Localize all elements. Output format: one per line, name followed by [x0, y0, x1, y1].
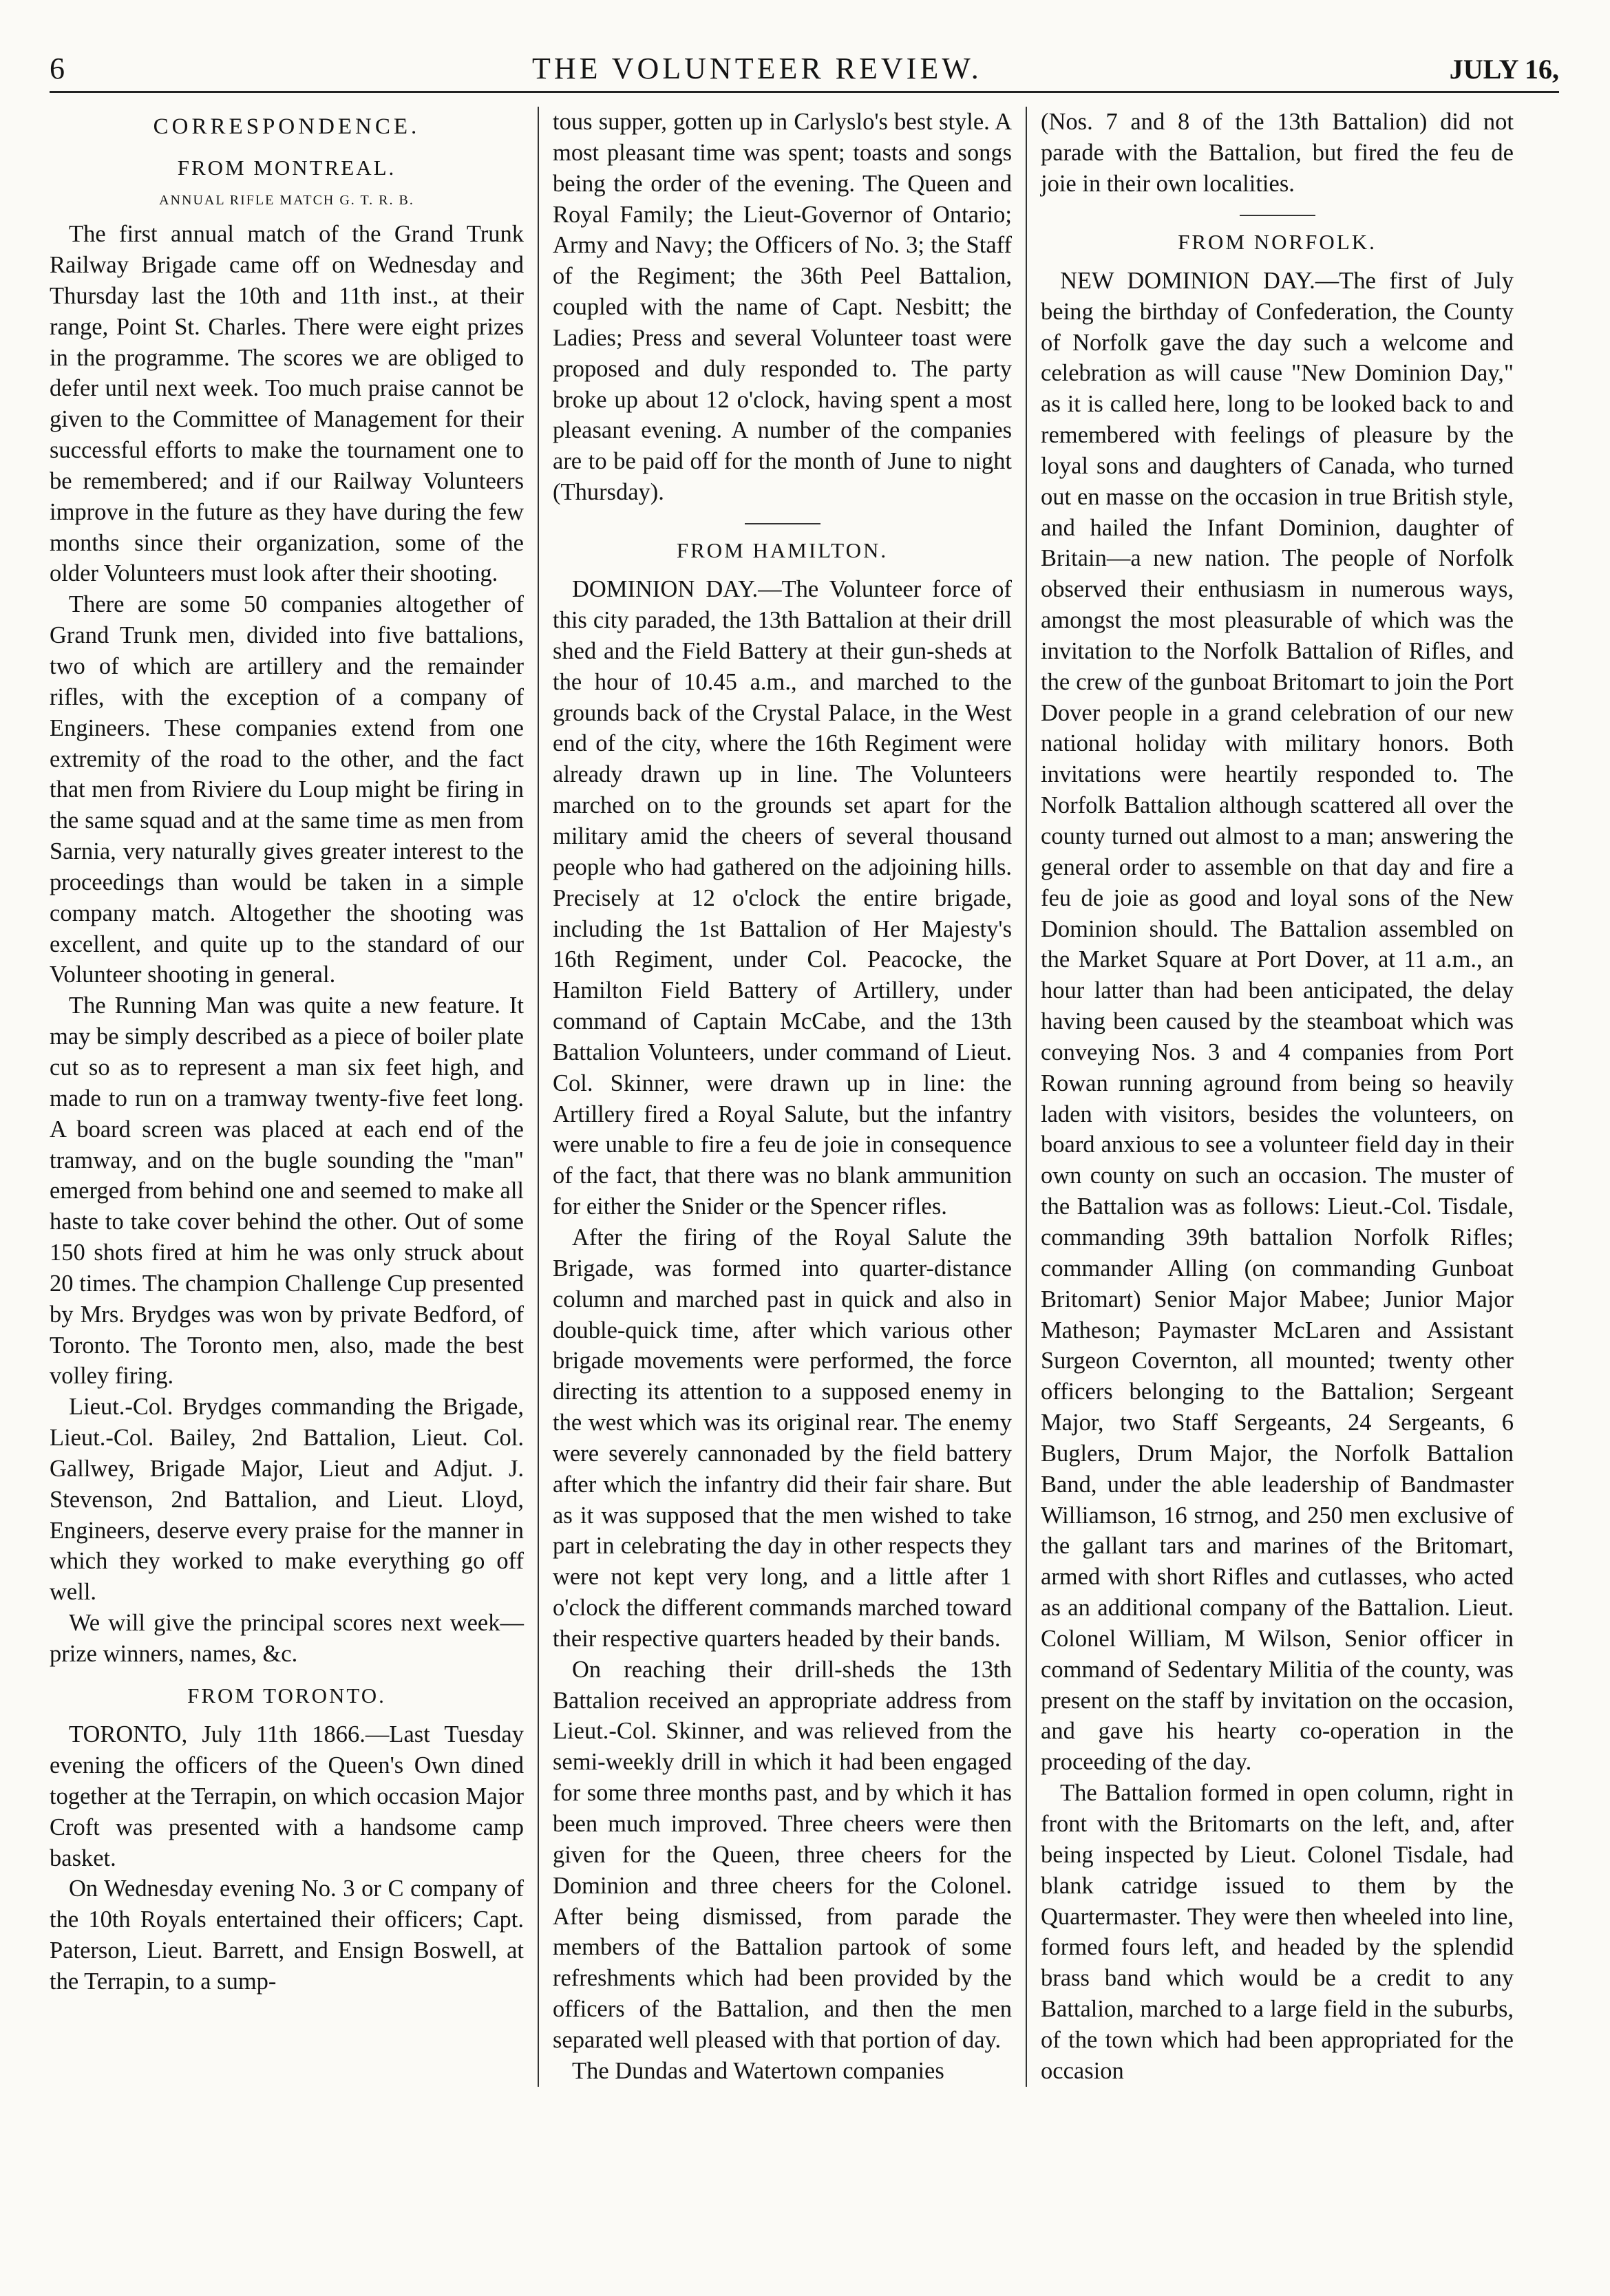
- paragraph: The Battalion formed in open column, right in front with the Britomarts on the left, and, after being inspected by Lieut. Colonel Tisdale, had blank catridge issued to them by the Quartermaster. They were then wheeled into line, formed fours left, and headed by the splendid brass band which would be a credit to any Battalion, marched to a large field in the suburbs, of the town which had been appropriated for the occasion: [1041, 1780, 1514, 2084]
- paragraph: We will give the principal scores next week—prize winners, names, &c.: [50, 1610, 524, 1667]
- column-3: [1026, 107, 1514, 2087]
- paragraph: (Nos. 7 and 8 of the 13th Battalion) did not parade with the Battalion, but fired the feu de joie in their own localities.: [1041, 109, 1514, 197]
- paragraph: NEW DOMINION DAY.—The first of July being the birthday of Confederation, the County of Norfolk gave the day such a welcome and celebration as will cause "New Dominion Day," as it is called here, long to be looked back to and remembered with feelings of pleasure by the loyal sons and daughters of Canada, who turned out en masse on the occasion in true British style, and hailed the Infant Dominion, daughter of Britain—a new nation. The people of Norfolk observed their enthusiasm in numerous ways, amongst the most pleasurable of which was the invitation to the Norfolk Battalion of Rifles, and the crew of the gunboat Britomart to join the Port Dover people in a grand celebration of our new national holiday with military honors. Both invitations were heartily responded to. The Norfolk Battalion although scattered all over the county turned out almost to a man; answering the general order to assemble on that day and fire a feu de joie as good and loyal sons of the New Dominion should. The Battalion assembled on the Market Square at Port Dover, at 11 a.m., an hour latter than had been anticipated, the delay having been caused by the steamboat which was conveying Nos. 3 and 4 companies from Port Rowan running aground from being so heavily laden with visitors, besides the volunteers, on board anxious to see a volunteer field day in their own county on such an occasion. The muster of the Battalion was as follows: Lieut.-Col. Tisdale, commanding 39th battalion Norfolk Rifles; commander Alling (on commanding Gunboat Britomart) Senior Major Mabee; Junior Major Matheson; Paymaster McLaren and Assistant Surgeon Covernton, all mounted; twenty other officers belonging to the Battalion; Sergeant Major, two Staff Sergeants, 24 Sergeants, 6 Buglers, Drum Major, the Norfolk Battalion Band, under the able leadership of Bandmaster Williamson, 16 strnog, and 250 men exclusive of the gallant tars and marines of the Britomart, armed with short Rifles and cutlasses, who acted as an additional company of the Battalion. Lieut. Colonel William, M Wilson, Senior officer in command of Sedentary Militia of the county, was present on the staff by invitation on the occasion, and gave his hearty co-operation in the proceeding of the day.: [1041, 267, 1514, 1776]
- section-divider: [1240, 215, 1315, 216]
- header-rule: [50, 91, 1559, 93]
- paragraph: On reaching their drill-sheds the 13th Battalion received an appropriate address from Lieut.-Col. Skinner, and was relieved from the semi-weekly drill in which it had been engaged for some three months past, and by which it has been much improved. Three cheers were then given for the Queen, three cheers for the Dominion and three cheers for the Colonel. After being dismissed, from parade the members of the Battalion partook of some refreshments which had been provided by the officers of the Battalion, and then the men separated well pleased with that portion of day.: [553, 1656, 1012, 2053]
- section-divider: [745, 523, 820, 524]
- subheading-toronto: FROM TORONTO.: [187, 1683, 386, 1708]
- paragraph: The Running Man was quite a new feature. It may be simply described as a piece of boiler plate cut so as to represent a man six feet high, and made to run on a tramway twenty-five feet long. A board screen was placed at each end of the tramway, and on the bugle sounding the "man" emerged from behind one and seemed to make all haste to take cover behind the other. Out of some 150 shots fired at him he was only struck about 20 times. The champion Challenge Cup presented by Mrs. Brydges was won by private Bedford, of Toronto. The Toronto men, also, made the best volley firing.: [50, 992, 524, 1390]
- column-1: [50, 107, 538, 2087]
- paragraph: TORONTO, July 11th 1866.—Last Tuesday evening the officers of the Queen's Own dined together at the Terrapin, on which occasion Major Croft was presented with a handsome camp basket.: [50, 1721, 524, 1871]
- publication-title: THE VOLUNTEER REVIEW.: [531, 52, 982, 85]
- paragraph: There are some 50 companies altogether of Grand Trunk men, divided into five battalions, two of which are artillery and the remainder rifles, with the exception of a company of Engineers. These companies extend from one extremity of the road to the other, and the fact that men from Riviere du Loup might be firing in the same squad and at the same time as men from Sarnia, very naturally gives greater interest to the proceedings than would be taken in a simple company match. Altogether the shooting was excellent, and quite up to the standard of our Volunteer shooting in general.: [50, 591, 524, 988]
- subheading-hamilton: FROM HAMILTON.: [676, 538, 889, 562]
- columns: [50, 107, 1559, 2087]
- issue-date: JULY 16,: [1449, 54, 1559, 85]
- paragraph: The first annual match of the Grand Trunk Railway Brigade came off on Wednesday and Thursday last the 10th and 11th inst., at their range, Point St. Charles. There were eight prizes in the programme. The scores we are obliged to defer until next week. Too much praise cannot be given to the Committee of Management for their successful efforts to make the tournament one to be remembered; and if our Railway Volunteers improve in the future as they have during the few months since their organization, some of the older Volunteers must look after their shooting.: [50, 221, 524, 587]
- column-2: [538, 107, 1026, 2087]
- page-header: [50, 54, 1559, 84]
- subheading-norfolk: FROM NORFOLK.: [1178, 229, 1377, 254]
- section-heading-correspondence: CORRESPONDENCE.: [153, 114, 421, 139]
- page-number: 6: [50, 52, 65, 85]
- subheading-montreal: FROM MONTREAL.: [177, 155, 396, 180]
- paragraph: tous supper, gotten up in Carlyslo's best style. A most pleasant time was spent; toasts and songs being the order of the evening. The Queen and Royal Family; the Lieut-Governor of Ontario; Army and Navy; the Officers of No. 3; the Staff of the Regiment; the 36th Peel Battalion, coupled with the name of Capt. Nesbitt; the Ladies; Press and several Volunteer toast were proposed and duly responded to. The party broke up about 12 o'clock, having spent a most pleasant evening. A number of the companies are to be paid off for the month of June to night (Thursday).: [553, 109, 1012, 506]
- paragraph: Lieut.-Col. Brydges commanding the Brigade, Lieut.-Col. Bailey, 2nd Battalion, Lieut. Col. Gallwey, Brigade Major, Lieut and Adjut. J. Stevenson, 2nd Battalion, and Lieut. Lloyd, Engineers, deserve every praise for the manner in which they worked to make everything go off well.: [50, 1394, 524, 1606]
- subsubheading-rifle-match: ANNUAL RIFLE MATCH G. T. R. B.: [159, 193, 414, 209]
- paragraph: On Wednesday evening No. 3 or C company of the 10th Royals entertained their officers; Capt. Paterson, Lieut. Barrett, and Ensign Boswell, at the Terrapin, to a sump-: [50, 1875, 524, 1995]
- paragraph: The Dundas and Watertown companies: [572, 2057, 944, 2084]
- paragraph: After the firing of the Royal Salute the Brigade, was formed into quarter-distance column and marched past in quick and also in double-quick time, after which various other brigade movements were performed, the force directing its attention to a supposed enemy in the west which was its original rear. The enemy were severely cannonaded by the field battery after which the infantry did their fair share. But as it was supposed that the men wished to take part in celebrating the day in other respects they were not kept very long, and a little after 1 o'clock the different commands marched toward their respective quarters headed by their bands.: [553, 1224, 1012, 1652]
- paragraph: DOMINION DAY.—The Volunteer force of this city paraded, the 13th Battalion at their drill shed and the Field Battery at their gun-sheds at the hour of 10.45 a.m., and marched to the grounds back of the Crystal Palace, in the West end of the city, where the 16th Regiment were already drawn up in line. The Volunteers marched on to the grounds set apart for the military amid the cheers of several thousand people who had gathered on the adjoining hills. Precisely at 12 o'clock the entire brigade, including the 1st Battalion of Her Majesty's 16th Regiment, under Col. Peacocke, the Hamilton Field Battery of Artillery, under command of Captain McCabe, and the 13th Battalion Volunteers, under command of Lieut. Col. Skinner, were drawn up in line: the Artillery fired a Royal Salute, but the infantry were unable to fire a feu de joie in consequence of the fact, that there was no blank ammunition for either the Snider or the Spencer rifles.: [553, 576, 1012, 1220]
